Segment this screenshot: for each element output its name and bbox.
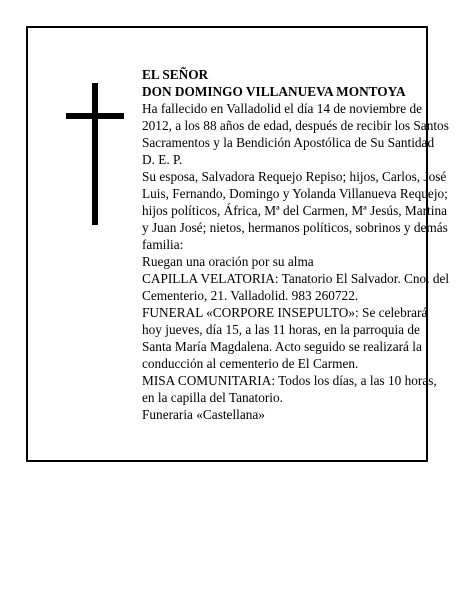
funeral-info: FUNERAL «CORPORE INSEPULTO»: Se celebrará hoy jueves, día 15, a las 11 horas, en la parroquia de Santa María Magdalena. Acto seguido se realizará la conducción al cementerio de El Carmen. (142, 305, 428, 371)
mass-info: MISA COMUNITARIA: Todos los días, a las 10 horas, en la capilla del Tanatorio. (142, 373, 437, 405)
death-statement: Ha fallecido en Valladolid el día 14 de noviembre de 2012, a los 88 años de edad, después de recibir los Santos Sacramentos y la Bendición Apostólica de Su Santidad (142, 101, 449, 150)
obituary-text (142, 66, 450, 423)
family-list: Su esposa, Salvadora Requejo Repiso; hijos, Carlos, José Luis, Fernando, Domingo y Yolanda Villanueva Requejo; hijos políticos, África, Mª del Carmen, Mª Jesús, Martina y Juan José; nietos, hermanos políticos, sobrinos y demás familia: (142, 169, 448, 252)
prayer-request: Ruegan una oración por su alma (142, 254, 314, 269)
funeral-home: Funeraria «Castellana» (142, 407, 265, 422)
deceased-name: DON DOMINGO VILLANUEVA MONTOYA (142, 84, 406, 99)
chapel-info: CAPILLA VELATORIA: Tanatorio El Salvador. Cno. del Cementerio, 21. Valladolid. 983 260722. (142, 271, 450, 303)
title: EL SEÑOR (142, 67, 209, 82)
obituary-notice (26, 26, 450, 462)
cross-icon-bar (66, 113, 124, 119)
cross-icon (92, 83, 98, 225)
rip: D. E. P. (142, 152, 183, 167)
